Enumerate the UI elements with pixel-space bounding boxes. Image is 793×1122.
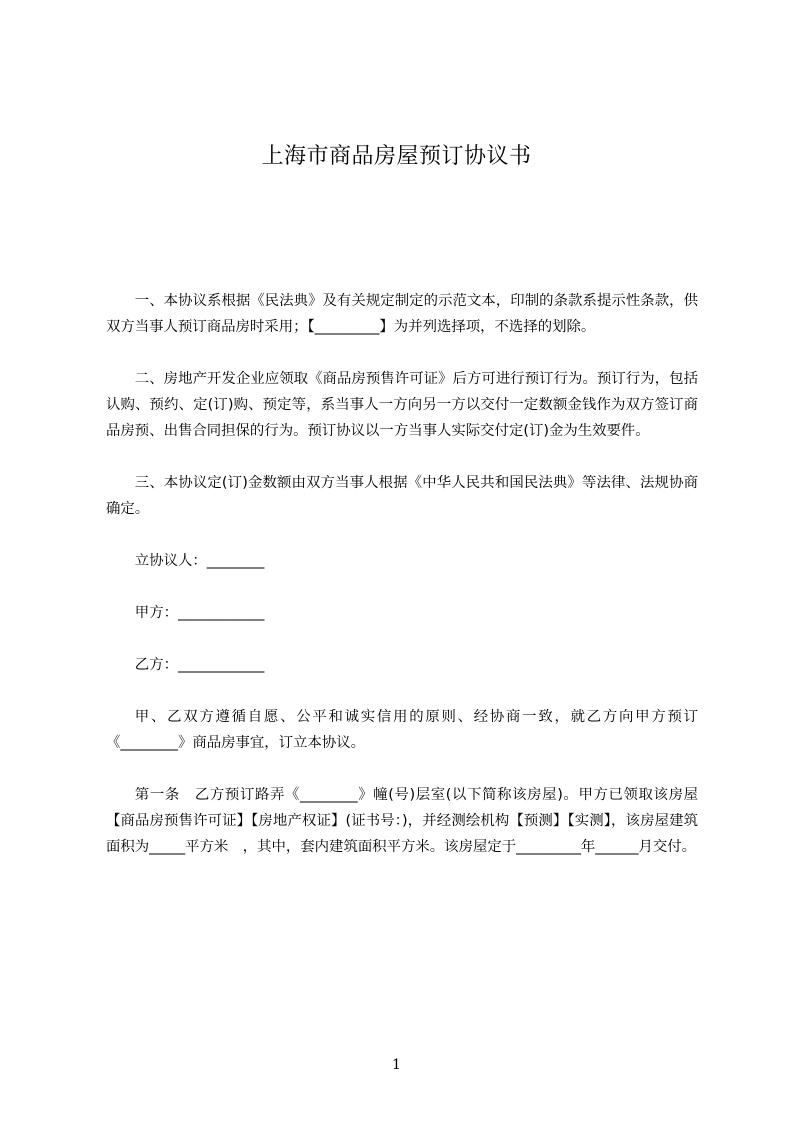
party-b-line: 乙方：____________ bbox=[134, 657, 265, 673]
signatory-line: 立协议人：________ bbox=[134, 553, 265, 569]
document-body bbox=[106, 288, 698, 886]
preamble-paragraph: 甲、乙双方遵循自愿、公平和诚实信用的原则、经协商一致，就乙方向甲方预订《________》商品房事宜，订立本协议。 bbox=[106, 709, 698, 751]
article-one: 第一条 乙方预订路弄《________》幢(号)层室(以下简称该房屋)。甲方已领取该房屋【商品房预售许可证】【房地产权证】(证书号：)，并经测绘机构【预测】【实测】，该房屋建筑面积为_____平方米 ，其中，套内建筑面积平方米。该房屋定于_________年______月交付。 bbox=[106, 787, 698, 855]
clause-two: 二、房地产开发企业应领取《商品房预售许可证》后方可进行预订行为。预订行为，包括认购、预约、定(订)购、预定等，系当事人一方向另一方以交付一定数额金钱作为双方签订商品房预、出售合同担保的行为。预订协议以一方当事人实际交付定(订)金为生效要件。 bbox=[106, 371, 698, 439]
clause-three: 三、本协议定(订)金数额由双方当事人根据《中华人民共和国民法典》等法律、法规协商确定。 bbox=[106, 475, 698, 517]
party-a-line: 甲方：____________ bbox=[134, 605, 265, 621]
page-number: 1 bbox=[392, 1057, 401, 1073]
clause-one: 一、本协议系根据《民法典》及有关规定制定的示范文本，印制的条款系提示性条款，供双方当事人预订商品房时采用；【_________】为并列选择项，不选择的划除。 bbox=[106, 293, 698, 335]
document-title: 上海市商品房屋预订协议书 bbox=[261, 144, 532, 169]
